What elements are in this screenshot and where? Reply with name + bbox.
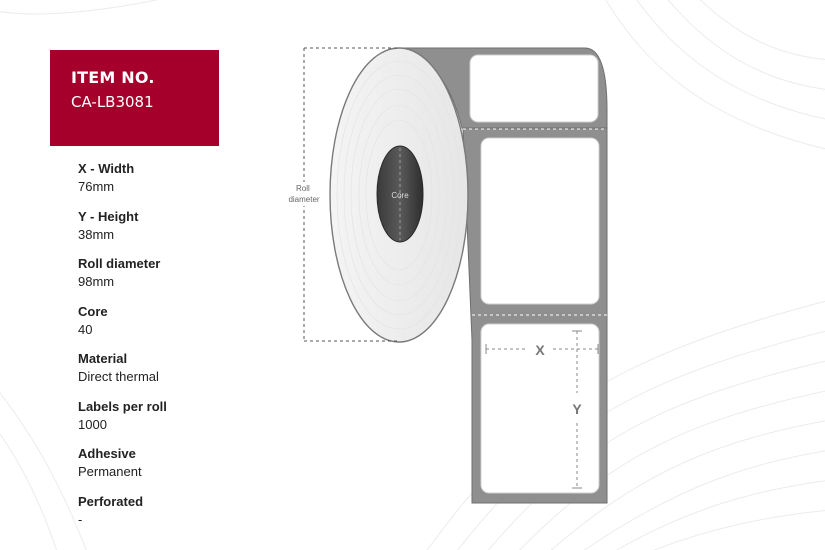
spec-label: Perforated — [78, 493, 144, 509]
spec-value: Direct thermal — [78, 369, 159, 384]
spec-label: Labels per roll — [78, 398, 167, 414]
x-label: X — [535, 342, 545, 358]
item-number-code: CA-LB3081 — [71, 93, 154, 111]
middle-label — [481, 138, 599, 304]
spec-label: Material — [78, 351, 128, 366]
spec-label: X - Width — [78, 161, 135, 176]
top-label — [470, 55, 598, 122]
spec-value: 38mm — [78, 226, 115, 242]
spec-label: Roll diameter — [78, 256, 161, 271]
spec-label: Core — [78, 303, 108, 319]
item-number-title: ITEM NO. — [71, 68, 155, 87]
spec-value: 40 — [78, 321, 93, 337]
spec-value: - — [78, 511, 83, 527]
spec-value: 76mm — [78, 179, 115, 194]
roll-diameter-label: Roll diameter — [288, 184, 320, 204]
spec-value: Permanent — [78, 464, 142, 479]
spec-value: 1000 — [78, 416, 107, 432]
y-label: Y — [572, 401, 582, 417]
core-label: Core — [391, 191, 409, 200]
spec-label: Adhesive — [78, 446, 136, 461]
spec-value: 98mm — [78, 274, 115, 289]
spec-label: Y - Height — [78, 208, 139, 224]
